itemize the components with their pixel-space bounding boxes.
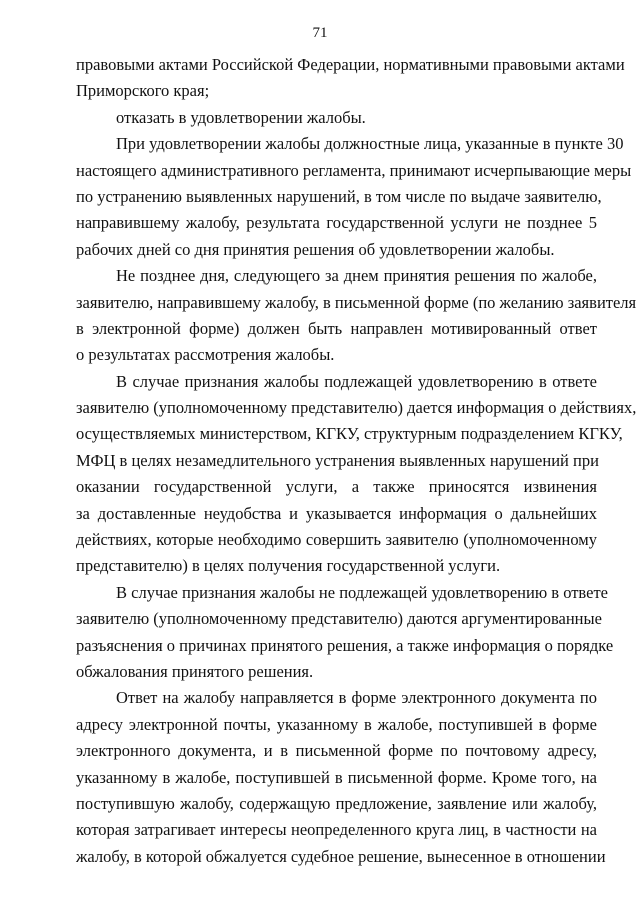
- text-line: адресу электронной почты, указанному в жалобе, поступившей в форме: [76, 714, 597, 734]
- text-line: которая затрагивает интересы неопределенного круга лиц, в частности на: [76, 820, 597, 840]
- text-line: по устранению выявленных нарушений, в том числе по выдаче заявителю,: [76, 186, 602, 206]
- document-body: [76, 52, 637, 870]
- text-line: правовыми актами Российской Федерации, нормативными правовыми актами: [76, 55, 625, 74]
- text-line: жалобу, в которой обжалуется судебное решение, вынесенное в отношении: [76, 846, 606, 866]
- text-line: представителю) в целях получения государственной услуги.: [76, 556, 501, 576]
- text-line: в электронной форме) должен быть направлен мотивированный ответ: [76, 318, 597, 338]
- text-line: Приморского края;: [76, 81, 210, 101]
- text-line: заявителю (уполномоченному представителю) даются аргументированные: [76, 609, 602, 629]
- paragraph-first-line: В случае признания жалобы не подлежащей удовлетворению в ответе: [116, 582, 608, 602]
- text-line: МФЦ в целях незамедлительного устранения выявленных нарушений при: [76, 450, 599, 470]
- text-line: осуществляемых министерством, КГКУ, структурным подразделением КГКУ,: [76, 424, 623, 444]
- paragraph-first-line: При удовлетворении жалобы должностные лица, указанные в пункте 30: [116, 134, 624, 154]
- text-line: отказать в удовлетворении жалобы.: [116, 107, 366, 127]
- text-line: разъяснения о причинах принятого решения, а также информация о порядке: [76, 635, 614, 655]
- text-line: направившему жалобу, результата государственной услуги не позднее 5: [76, 213, 597, 233]
- text-line: о результатах рассмотрения жалобы.: [76, 345, 335, 365]
- text-line: действиях, которые необходимо совершить заявителю (уполномоченному: [76, 530, 597, 550]
- text-line: заявителю, направившему жалобу, в письменной форме (по желанию заявителя: [76, 292, 637, 312]
- paragraph-first-line: В случае признания жалобы подлежащей удовлетворению в ответе: [116, 371, 597, 391]
- paragraph-first-line: Не позднее дня, следующего за днем принятия решения по жалобе,: [116, 266, 597, 286]
- text-line: заявителю (уполномоченному представителю) дается информация о действиях,: [76, 398, 637, 418]
- text-line: за доставленные неудобства и указывается информация о дальнейших: [76, 503, 597, 523]
- text-line: поступившую жалобу, содержащую предложение, заявление или жалобу,: [76, 793, 597, 813]
- text-line: настоящего административного регламента, принимают исчерпывающие меры: [76, 160, 632, 180]
- text-line: обжалования принятого решения.: [76, 661, 314, 681]
- text-line: оказании государственной услуги, а также приносятся извинения: [76, 477, 597, 497]
- page-number: 71: [312, 25, 328, 41]
- text-line: указанному в жалобе, поступившей в письменной форме. Кроме того, на: [76, 767, 597, 787]
- text-line: рабочих дней со дня принятия решения об удовлетворении жалобы.: [76, 239, 555, 259]
- text-line: электронного документа, и в письменной форме по почтовому адресу,: [76, 741, 597, 761]
- paragraph-first-line: Ответ на жалобу направляется в форме электронного документа по: [116, 688, 597, 708]
